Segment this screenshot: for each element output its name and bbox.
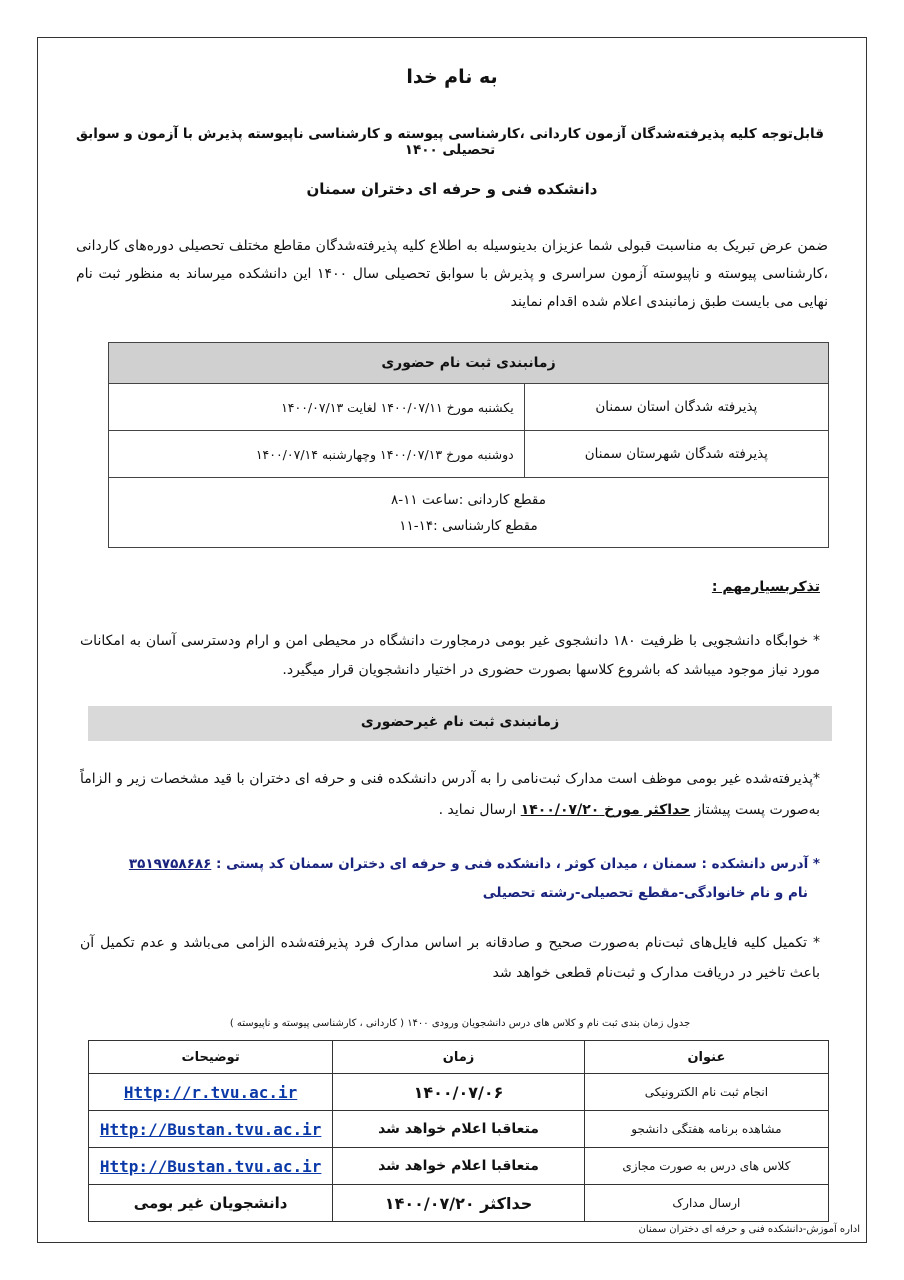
registration-link[interactable]: Http://r.tvu.ac.ir xyxy=(89,1074,333,1111)
mailing-label-line: نام و نام خانوادگی-مقطع تحصیلی-رشته تحصیلی xyxy=(482,885,808,901)
title-cell: ارسال مدارک xyxy=(584,1185,828,1222)
college-heading: دانشکده فنی و حرفه ای دختران سمنان xyxy=(306,180,598,198)
associate-hours: مقطع کاردانی :ساعت ۱۱-۸ xyxy=(391,491,546,508)
noninperson-paragraph xyxy=(80,764,820,826)
inperson-schedule-table xyxy=(108,342,829,548)
notes-cell: دانشجویان غیر بومی xyxy=(89,1185,333,1222)
completion-paragraph: * تکمیل کلیه فایل‌های ثبت‌نام به‌صورت صحیح و صادقانه بر اساس مدارک فرد پذیرفته‌شده الزامی می‌باشد و عدم تکمیل آن باعث تاخیر در دریافت مدارک و ثبت‌نام قطعی خواهد شد xyxy=(80,935,820,981)
table-caption: جدول زمان بندی ثبت نام و کلاس های درس دانشجویان ورودی ۱۴۰۰ ( کاردانی ، کارشناسی پیوسته و ناپیوسته ) xyxy=(229,1018,691,1029)
group-cell: پذیرفته شدگان شهرستان سمنان xyxy=(524,431,828,478)
bachelor-hours: مقطع کارشناسی :۱۴-۱۱ xyxy=(399,517,538,534)
time-cell: متعاقبا اعلام خواهد شد xyxy=(333,1111,585,1148)
dormitory-paragraph: * خوابگاه دانشجویی با ظرفیت ۱۸۰ دانشجوی غیر بومی درمجاورت دانشگاه در محیطی امن و ارام ودسترسی آسان به امکانات مورد نیاز موجود میباشد که باشروع کلاسها بصورت حضوری در اختیار دانشجویان قرار میگیرد. xyxy=(80,633,820,678)
noninperson-text-end: ارسال نماید . xyxy=(438,802,521,818)
bustan-link[interactable]: Http://Bustan.tvu.ac.ir xyxy=(89,1111,333,1148)
header-title: عنوان xyxy=(584,1041,828,1074)
title-cell: انجام ثبت نام الکترونیکی xyxy=(584,1074,828,1111)
inperson-schedule-title: زمانبندی ثبت نام حضوری xyxy=(109,343,829,384)
table-header-row xyxy=(89,1041,829,1074)
hours-cell xyxy=(109,478,829,548)
address-block xyxy=(80,850,820,908)
noninperson-schedule-title: زمانبندی ثبت نام غیرحضوری xyxy=(360,714,560,730)
table-row xyxy=(89,1111,829,1148)
intro-paragraph: ضمن عرض تبریک به مناسبت قبولی شما عزیزان بدینوسیله به اطلاع کلیه پذیرفته‌شدگان مقاطع مختلف تحصیلی دوره‌های کاردانی ،کارشناسی پیوسته و ناپیوسته آزمون سراسری و پذیرش با سوابق تحصیلی سال ۱۴۰۰ این دانشکده میرساند به منظور ثبت نام نهایی می بایست طبق زمانبندی اعلام شده اقدام نمایند xyxy=(76,238,828,310)
address-text: * آدرس دانشکده : سمنان ، میدان کوثر ، دانشکده فنی و حرفه ای دختران سمنان کد پستی : xyxy=(211,856,820,872)
bustan-link[interactable]: Http://Bustan.tvu.ac.ir xyxy=(89,1148,333,1185)
table-row xyxy=(89,1185,829,1222)
group-cell: پذیرفته شدگان استان سمنان xyxy=(524,384,828,431)
date-cell: یکشنبه مورخ ۱۴۰۰/۰۷/۱۱ لغایت ۱۴۰۰/۰۷/۱۳ xyxy=(109,384,525,431)
table-row xyxy=(89,1148,829,1185)
deadline-text: حداکثر مورخ ۱۴۰۰/۰۷/۲۰ xyxy=(520,802,691,818)
registration-info-table xyxy=(88,1040,829,1222)
date-cell: دوشنبه مورخ ۱۴۰۰/۰۷/۱۳ وچهارشنبه ۱۴۰۰/۰۷/۱۴ xyxy=(109,431,525,478)
table-row xyxy=(109,431,829,478)
notice-heading: قابل‌توجه کلیه پذیرفته‌شدگان آزمون کاردانی ،کارشناسی پیوسته و کارشناسی ناپیوسته پذیرش با آزمون و سوابق تحصیلی ۱۴۰۰ xyxy=(76,126,824,158)
postal-code: ۳۵۱۹۷۵۸۶۸۶ xyxy=(128,856,212,872)
header-notes: توضیحات xyxy=(89,1041,333,1074)
header-time: زمان xyxy=(333,1041,585,1074)
time-cell: متعاقبا اعلام خواهد شد xyxy=(333,1148,585,1185)
title-cell: کلاس های درس به صورت مجازی xyxy=(584,1148,828,1185)
important-reminder-heading: تذکربسیارمهم : xyxy=(711,579,820,595)
time-cell: ۱۴۰۰/۰۷/۰۶ xyxy=(333,1074,585,1111)
title-cell: مشاهده برنامه هفتگی دانشجو xyxy=(584,1111,828,1148)
table-row xyxy=(109,384,829,431)
table-row xyxy=(89,1074,829,1111)
bismillah-heading: به نام خدا xyxy=(406,66,498,88)
address-line xyxy=(80,850,820,879)
time-cell: حداکثر ۱۴۰۰/۰۷/۲۰ xyxy=(333,1185,585,1222)
noninperson-text: *پذیرفته‌شده غیر بومی موظف است مدارک ثبت‌نامی را به آدرس دانشکده فنی و حرفه ای دختران با قید مشخصات زیر و الزاماً به‌صورت پست پیشتاز xyxy=(80,771,820,818)
footer-text: اداره آموزش-دانشکده فنی و حرفه ای دختران سمنان xyxy=(638,1224,860,1235)
